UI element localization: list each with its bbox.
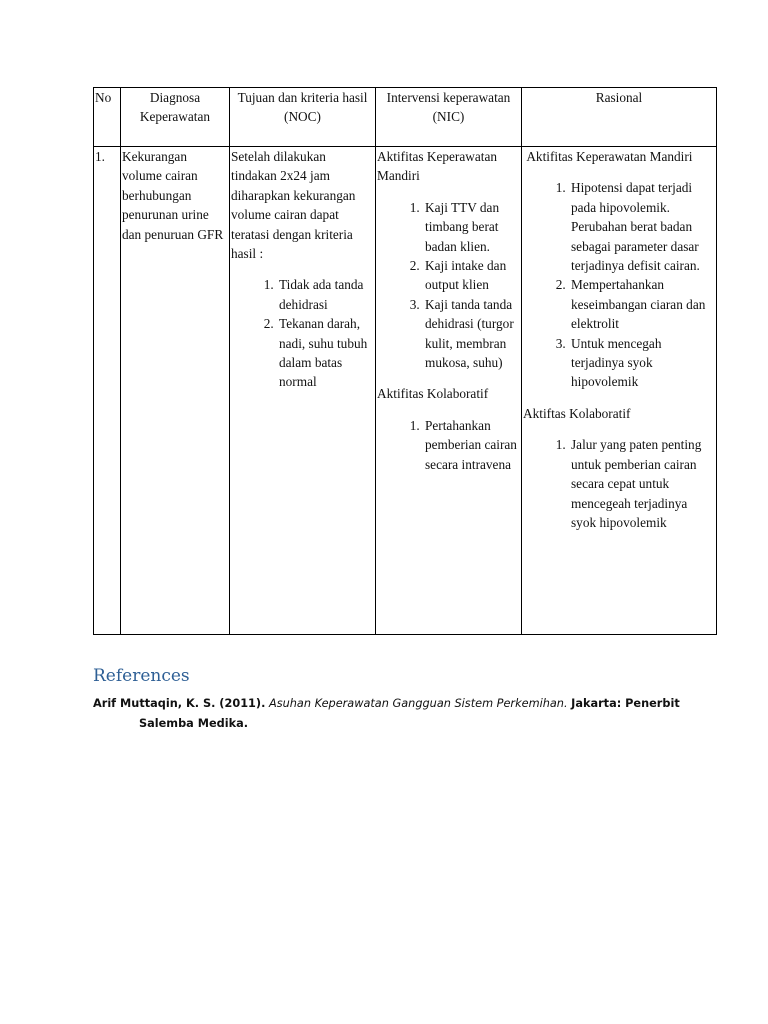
rasional-kolaboratif-label: Aktiftas Kolaboratif [523,405,631,421]
header-tujuan: Tujuan dan kriteria hasil (NOC) [230,88,376,147]
list-item: 3. Untuk mencegah terjadinya syok hipovolemik [569,334,715,392]
rasional-mandiri-label: Aktifitas Keperawatan Mandiri [523,149,693,164]
rasional-kolaboratif-list [523,435,715,532]
header-intervensi: Intervensi keperawatan (NIC) [376,88,522,147]
tujuan-list [231,275,374,391]
list-item: 1. Hipotensi dapat terjadi pada hipovolemik. Perubahan berat badan sebagai parameter dasar terjadinya defisit cairan. [569,178,715,275]
header-diagnosa: Diagnosa Keperawatan [121,88,230,147]
table-row [94,147,717,635]
tujuan-intro: Setelah dilakukan tindakan 2x24 jam diharapkan kekurangan volume cairan dapat teratasi dengan kriteria hasil : [231,149,356,262]
intervensi-mandiri-label: Aktifitas Keperawatan Mandiri [377,149,497,184]
list-item: 1. Kaji TTV dan timbang berat badan klien. [423,198,520,256]
intervensi-kolaboratif-list [377,416,520,474]
header-no: No [94,88,121,147]
references-heading: References [93,666,190,686]
reference-title: Asuhan Keperawatan Gangguan Sistem Perkemihan. [268,697,568,710]
list-item: 1. Tidak ada tanda dehidrasi [277,275,374,314]
cell-rasional [522,147,717,635]
reference-entry [93,694,713,734]
list-item: 1. Jalur yang paten penting untuk pemberian cairan secara cepat untuk mencegeah terjadinya syok hipovolemik [569,435,715,532]
list-item: 2. Kaji intake dan output klien [423,256,520,295]
intervensi-kolaboratif-label: Aktifitas Kolaboratif [377,386,489,402]
list-item: 1. Pertahankan pemberian cairan secara intravena [423,416,520,474]
reference-author: Arif Muttaqin, K. S. (2011). [93,697,266,710]
list-item: 2. Mempertahankan keseimbangan ciaran dan elektrolit [569,275,715,333]
cell-tujuan [230,147,376,635]
cell-intervensi [376,147,522,635]
cell-diagnosa: Kekurangan volume cairan berhubungan penurunan urine dan penuruan GFR [121,147,230,635]
list-item: 3. Kaji tanda tanda dehidrasi (turgor kulit, membran mukosa, suhu) [423,295,520,373]
nursing-care-plan-table [93,87,717,635]
cell-no: 1. [94,147,121,635]
list-item: 2. Tekanan darah, nadi, suhu tubuh dalam batas normal [277,314,374,392]
references-section [93,664,713,734]
table-header-row [94,88,717,147]
rasional-mandiri-list [523,178,715,391]
intervensi-mandiri-list [377,198,520,373]
reference-publisher: Jakarta: Penerbit Salemba Medika. [139,697,680,730]
header-rasional: Rasional [522,88,717,147]
